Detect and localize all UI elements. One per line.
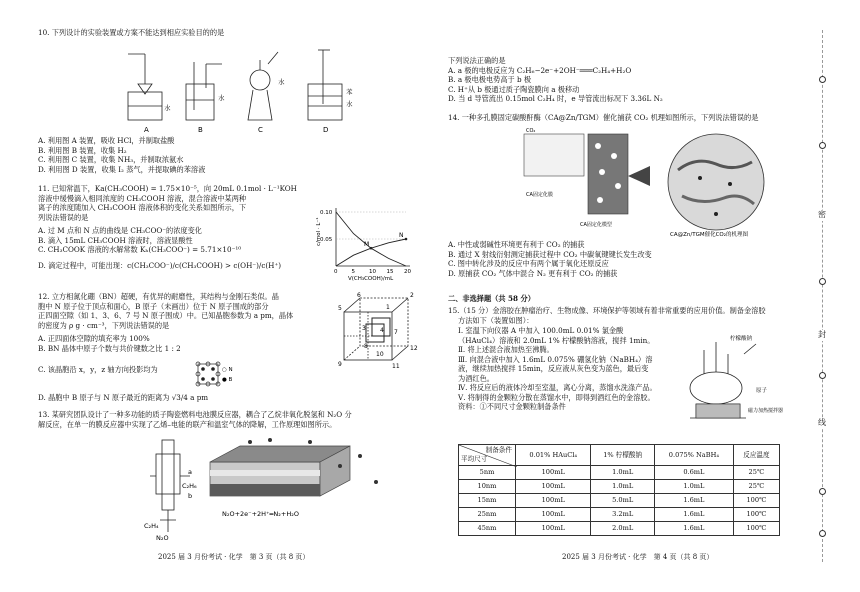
table-row	[459, 466, 780, 480]
table-cell: 0.6mL	[654, 466, 733, 480]
table-row	[459, 522, 780, 536]
binding-line	[822, 30, 823, 562]
q10-label-c: C	[258, 126, 263, 134]
q12-option-c: C. 该晶胞沿 x，y，z 轴方向投影均为	[38, 365, 158, 374]
q11-concentration-chart	[314, 206, 414, 286]
table-cell: 100mL	[516, 480, 591, 494]
q13-option-b: B. a 极电极电势高于 b 极	[448, 75, 532, 84]
table-cell: 2.0mL	[591, 522, 654, 536]
q15-line: 15.（15 分）金溶胶在肿瘤治疗、生物成像、环境保护等领域有着非常重要的应用价值。制备金溶胶	[448, 306, 766, 315]
q14-option-d: D. 原捕获 CO₂ 气体中混合 N₂ 更有利于 CO₂ 的捕获	[448, 268, 618, 278]
q15-conditions-table	[458, 444, 780, 536]
table-column-header: 1% 柠檬酸钠	[591, 445, 654, 466]
table-cell: 100℃	[733, 508, 779, 522]
table-row	[459, 508, 780, 522]
q10-apparatus-figure	[118, 44, 368, 136]
q11-option-b: B. 滴入 15mL CH₃COOH 溶液时，溶液显酸性	[38, 235, 193, 245]
q14-option-b: B. 通过 X 射线衍射测定捕获过程中 CO₂ 中碳氧键键长发生改变	[448, 249, 652, 259]
table-cell: 100mL	[516, 508, 591, 522]
q13-label-a: a	[188, 468, 192, 476]
binding-hole	[819, 278, 826, 285]
q11-line: 溶液中缓慢滴入相同浓度的 CH₃COOH 溶液，混合溶液中某两种	[38, 193, 247, 203]
cell-label: 2	[410, 292, 414, 299]
table-row	[459, 494, 780, 508]
q11-line: 11. 已知常温下，Ka(CH₃COOH) = 1.75×10⁻⁵，向 20mL 0.1mol · L⁻¹KOH	[38, 184, 297, 193]
q10-option-a: A. 利用图 A 装置，吸收 HCl，并制取盐酸	[38, 136, 175, 145]
x-tick-label: 0	[334, 269, 338, 275]
q13-stem	[38, 410, 428, 429]
table-corner-cell	[459, 445, 516, 466]
q13-continuation	[448, 56, 800, 104]
q15-line: 方法如下（装置如图）：	[458, 315, 534, 325]
point-label: N	[399, 232, 404, 239]
table-cell: 25nm	[459, 508, 516, 522]
table-column-header: 0.075% NaBH₄	[654, 445, 733, 466]
corner-top-label: 制备条件	[485, 446, 512, 454]
q12-line: 正四面空隙（如 1、3、6、7 号 N 原子围成）中。已知晶胞参数为 a pm，晶体	[38, 311, 294, 320]
q13-label-b: b	[188, 492, 193, 500]
q11-option-c: C. CH₃COOK 溶液的水解常数 Kₕ(CH₃COO⁻) = 5.71×10⁻¹⁰	[38, 245, 242, 254]
q12-line: 的密度为 ρ g · cm⁻³，下列说法错误的是	[38, 320, 170, 330]
table-column-header: 反应温度	[733, 445, 779, 466]
cell-label: 5	[338, 305, 342, 312]
q15-step: Ⅲ. 向混合液中加入 1.6mL 0.075% 硼氢化钠（NaBH₄）溶	[458, 354, 653, 364]
q15-step: Ⅳ. 将反应后的液体冷却至室温，离心分离，蒸馏水洗涤产品。	[458, 383, 657, 392]
q15-label-atom: 原子	[756, 388, 768, 394]
table-header-row	[459, 445, 780, 466]
q15-step: Ⅱ. 将上述混合液加热至沸腾。	[458, 345, 554, 354]
corner-left-label: 平均尺寸	[461, 455, 488, 464]
q12-option-d: D. 晶胞中 B 原子与 N 原子最近的距离为 √3/4 a pm	[38, 392, 209, 402]
q10-option-b: B. 利用图 B 装置，收集 H₂	[38, 145, 127, 155]
q13-option-d: D. 当 d 导管流出 0.15mol C₂H₄ 时，e 导管流出标况下 3.36L N₂	[448, 94, 663, 103]
q14-mechanism-figure	[520, 126, 790, 238]
q13-label-n2o: N₂O	[156, 534, 169, 542]
q10-option-c: C. 利用图 C 装置，收集 NH₃，并制取浓氨水	[38, 155, 184, 164]
cell-label: 8	[364, 343, 368, 350]
binding-char-line: 线	[818, 418, 826, 427]
q10-label-a: A	[144, 126, 149, 134]
binding-hole	[819, 530, 826, 537]
x-axis-label: V(CH₃COOH)/mL	[348, 276, 394, 282]
q13-option-a: A. a 极的电极反应为 C₂H₆−2e⁻+2OH⁻═══C₂H₄+H₂O	[448, 65, 632, 75]
cell-label: 12	[410, 345, 418, 352]
table-cell: 1.0mL	[591, 480, 654, 494]
table-cell: 45nm	[459, 522, 516, 536]
y-axis-label: c/mol · L⁻¹	[316, 217, 322, 246]
x-tick-label: 15	[386, 269, 394, 275]
table-cell: 100mL	[516, 466, 591, 480]
q12-option-a: A. 正四面体空隙的填充率为 100%	[38, 334, 150, 343]
y-tick-label: 0.10	[320, 210, 333, 216]
table-row	[459, 480, 780, 494]
series-line-2	[336, 239, 406, 266]
cell-label: 7	[394, 329, 398, 336]
binding-char-seal: 密	[818, 210, 826, 219]
table-cell: 5.0mL	[591, 494, 654, 508]
q10-label-d: D	[323, 126, 329, 134]
cell-label: 11	[392, 363, 400, 370]
q13-equation: N₂O+2e⁻+2H⁺═N₂+H₂O	[222, 510, 299, 518]
q13-label-c2h6: C₂H₆	[182, 482, 197, 490]
q14-label-ca-membrane: CA固定化膜	[526, 192, 553, 198]
binding-hole	[819, 142, 826, 149]
cell-label: 10	[376, 351, 384, 358]
left-footer: 2025 届 3 月份考试 · 化学 第 3 页（共 8 页）	[158, 553, 310, 561]
table-cell: 15nm	[459, 494, 516, 508]
table-cell: 100℃	[733, 494, 779, 508]
q12-option-b: B. BN 晶体中原子个数与共价键数之比 1 : 2	[38, 343, 181, 353]
q11-option-d: D. 滴定过程中，可能出现：c(CH₃COO⁻)/c(CH₃COOH) > c(OH⁻)/c(H⁺)	[38, 260, 282, 270]
q10-option-d: D. 利用图 D 装置，收集 I₂ 蒸气，并提取碘的苯溶液	[38, 164, 206, 174]
q15-step: Ⅰ. 室温下向仪器 A 中加入 100.0mL 0.01% 氯金酸	[458, 326, 624, 335]
table-cell: 100℃	[733, 522, 779, 536]
q10-benzene-d: 苯	[346, 88, 353, 96]
binding-margin	[800, 0, 860, 592]
q15-step: （HAuCl₄）溶液和 2.0mL 1% 柠檬酸钠溶液，搅拌 1min。	[458, 335, 655, 345]
q11-option-a: A. 过 M 点和 N 点的曲线是 CH₃COO⁻的浓度变化	[38, 226, 202, 235]
q13-label-c2h4: C₂H₄	[144, 522, 159, 530]
table-cell: 1.0mL	[654, 480, 733, 494]
q11-line: 离子的浓度随加入 CH₃COOH 溶液体积的变化关系如图所示，下	[38, 203, 247, 212]
q12-stem	[38, 292, 338, 330]
q14-caption: CA@Zn/TGM催化CO₂的机理图	[670, 232, 748, 238]
q10-water-b: 水	[218, 94, 225, 102]
q12-line: 12. 立方相氮化硼（BN）超硬，有优异的耐磨性，其结构与金刚石类似。晶	[38, 292, 279, 301]
cell-label: 6	[357, 292, 361, 299]
x-tick-label: 10	[369, 269, 376, 275]
table-cell: 25℃	[733, 466, 779, 480]
q14-label-co2: CO₂	[526, 128, 536, 134]
point-label: M	[364, 241, 370, 249]
x-tick-label: 20	[404, 269, 411, 275]
binding-char-seal2: 封	[818, 330, 826, 339]
q10-water-d: 水	[346, 100, 353, 108]
table-cell: 1.0mL	[591, 466, 654, 480]
q15-label-citrate: 柠檬酸钠	[730, 336, 753, 342]
q11-line: 列说法错误的是	[38, 212, 89, 222]
q12-unit-cell-figure	[336, 290, 418, 372]
q14-options	[448, 240, 800, 278]
q10-water-c: 水	[278, 78, 285, 86]
cell-label: 4	[380, 327, 384, 334]
q15-label-stirrer: 磁力加热搅拌器	[748, 408, 784, 414]
q12-legend-b: ● B	[222, 377, 233, 383]
table-cell: 1.6mL	[654, 494, 733, 508]
table-cell: 1.6mL	[654, 522, 733, 536]
q10-options	[38, 136, 428, 174]
table-cell: 25℃	[733, 480, 779, 494]
q15-step: Ⅴ. 将制得的金颗粒分散在蒸馏水中，即得到酒红色的金溶胶。	[458, 392, 655, 402]
q11-stem	[38, 184, 318, 222]
q14-option-a: A. 中性或弱碱性环境更有利于 CO₂ 的捕获	[448, 240, 585, 249]
table-column-header: 0.01% HAuCl₄	[516, 445, 591, 466]
q15-apparatus-figure	[660, 332, 794, 432]
q10-water-a: 水	[164, 104, 171, 112]
q15-step: 为酒红色。	[458, 373, 494, 383]
table-cell: 5nm	[459, 466, 516, 480]
q14-option-c: C. 图中转化涉及的反应中有两个属于氧化还原反应	[448, 259, 609, 268]
table-cell: 100mL	[516, 494, 591, 508]
q10-stem: 10. 下列设计的实验装置或方案不能达到相应实验目的的是	[38, 28, 225, 37]
binding-hole	[819, 76, 826, 83]
q13-question: 下列说法正确的是	[448, 56, 506, 65]
q13-line: 解反应，在单一的膜反应器中实现了乙烯–电能的联产和温室气体的降解，工作原理如图所示。	[38, 419, 337, 429]
section-2-heading: 二、非选择题（共 58 分）	[448, 294, 535, 303]
point-M	[370, 247, 373, 250]
table-cell: 100mL	[516, 522, 591, 536]
right-footer: 2025 届 3 月份考试 · 化学 第 4 页（共 8 页）	[562, 553, 714, 561]
q10-label-b: B	[198, 126, 203, 134]
q15-stem	[448, 306, 800, 325]
q13-line: 13. 某研究团队设计了一种多功能的质子陶瓷燃料电池膜反应器，耦合了乙烷非氧化脱氢和 N₂O 分	[38, 410, 352, 419]
q12-line: 胞中 N 原子位于顶点和面心，B 原子（未画出）位于 N 原子围成的部分	[38, 301, 269, 311]
binding-hole	[819, 372, 826, 379]
q13-option-c: C. H⁺从 b 极通过质子陶瓷膜向 a 极移动	[448, 84, 580, 94]
point-N	[405, 238, 408, 241]
q14-stem: 14. 一种多孔膜固定碳酸酐酶（CA@Zn/TGM）催化捕获 CO₂ 机理如图所示，下列说法错误的是	[448, 113, 759, 122]
q13-reactor-figure	[140, 436, 410, 546]
q14-label-ca-model: CA固定化模型	[580, 222, 612, 228]
q15-steps	[448, 326, 688, 412]
q15-step: 液，继续加热搅拌 15min，反应液从灰色变为蓝色，最后变	[458, 364, 649, 373]
table-cell: 1.6mL	[654, 508, 733, 522]
y-tick-label: 0.05	[320, 237, 333, 243]
cell-label: 9	[338, 361, 342, 368]
q15-step: 资料：①不同尺寸金颗粒制备条件	[458, 402, 566, 411]
q12-legend-n: ○ N	[222, 367, 233, 373]
binding-hole	[819, 488, 826, 495]
x-tick-label: 5	[351, 269, 355, 275]
cell-label: 3	[362, 325, 366, 332]
q12-projection-figure	[194, 360, 234, 390]
table-cell: 3.2mL	[591, 508, 654, 522]
table-cell: 10nm	[459, 480, 516, 494]
cell-label: 1	[386, 304, 390, 311]
